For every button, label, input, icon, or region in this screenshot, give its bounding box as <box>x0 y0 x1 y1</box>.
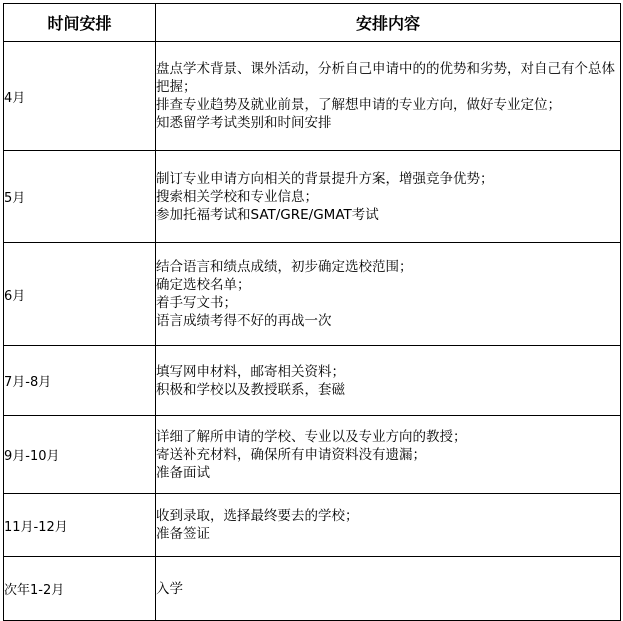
time-cell: 9月-10月 <box>4 416 156 494</box>
time-column-header: 时间安排 <box>4 4 156 42</box>
header-row <box>4 4 621 42</box>
content-column-header: 安排内容 <box>156 4 621 42</box>
content-line: 寄送补充材料，确保所有申请资料没有遗漏； <box>156 446 426 463</box>
table-row <box>4 557 621 621</box>
content-cell <box>156 151 621 243</box>
content-line: 入学 <box>156 580 183 597</box>
content-line: 收到录取，选择最终要去的学校； <box>156 508 359 524</box>
content-cell <box>156 346 621 416</box>
time-cell: 次年1-2月 <box>4 557 156 621</box>
content-cell <box>156 243 621 346</box>
time-cell: 7月-8月 <box>4 346 156 416</box>
content-cell <box>156 494 621 557</box>
content-line: 参加托福考试和SAT/GRE/GMAT考试 <box>156 206 379 223</box>
content-line: 搜索相关学校和专业信息； <box>156 188 318 205</box>
content-line: 着手写文书； <box>156 295 237 311</box>
content-cell <box>156 42 621 151</box>
content-line: 准备面试 <box>156 464 210 481</box>
time-cell: 5月 <box>4 151 156 243</box>
table-row <box>4 416 621 494</box>
time-cell: 4月 <box>4 42 156 151</box>
table-row <box>4 42 621 151</box>
content-cell <box>156 557 621 621</box>
content-cell <box>156 416 621 494</box>
content-line: 语言成绩考得不好的再战一次 <box>156 313 332 329</box>
content-line: 准备签证 <box>156 526 210 542</box>
content-line: 排查专业趋势及就业前景，了解想申请的专业方向，做好专业定位； <box>156 97 561 113</box>
content-line: 确定选校名单； <box>156 277 251 293</box>
table-row <box>4 243 621 346</box>
content-line: 制订专业申请方向相关的背景提升方案，增强竞争优势； <box>156 170 494 187</box>
content-line: 盘点学术背景、课外活动，分析自己申请中的的优势和劣势，对自己有个总体把握； <box>156 61 615 95</box>
table-row <box>4 494 621 557</box>
content-line: 积极和学校以及教授联系，套磁 <box>156 381 345 398</box>
content-line: 详细了解所申请的学校、专业以及专业方向的教授； <box>156 428 467 445</box>
content-line: 结合语言和绩点成绩，初步确定选校范围； <box>156 259 413 275</box>
content-line: 知悉留学考试类别和时间安排 <box>156 115 332 131</box>
table-row <box>4 151 621 243</box>
time-cell: 11月-12月 <box>4 494 156 557</box>
table-row <box>4 346 621 416</box>
schedule-table <box>3 3 621 621</box>
content-line: 填写网申材料，邮寄相关资料； <box>156 363 345 380</box>
time-cell: 6月 <box>4 243 156 346</box>
